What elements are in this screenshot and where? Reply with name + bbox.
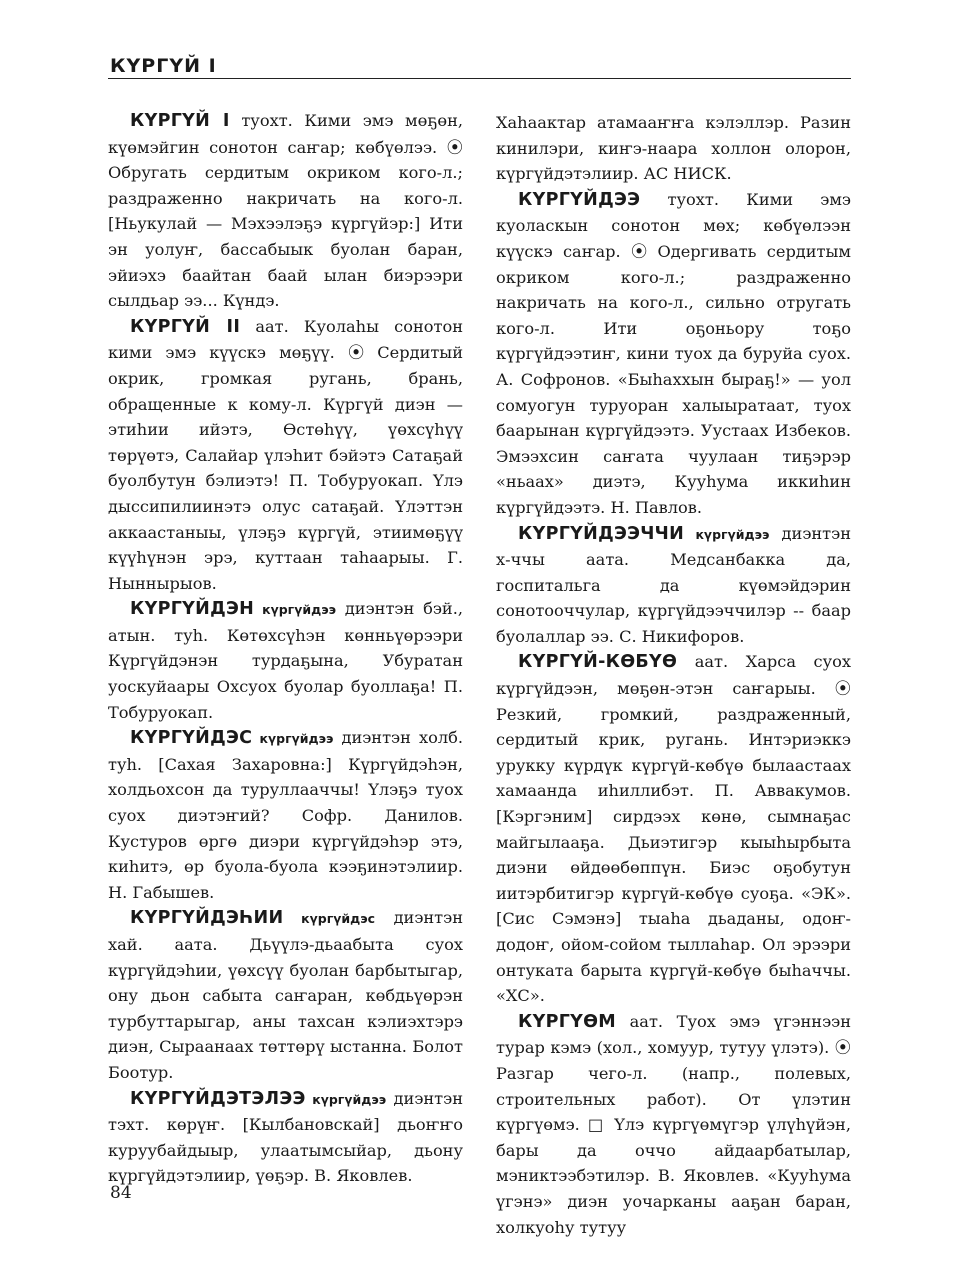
running-head: КҮРГҮЙ I	[110, 55, 217, 77]
page-number: 84	[110, 1183, 132, 1203]
cross-reference: күргүйдэс	[283, 911, 376, 927]
headword: КҮРГҮЙДЭҺИИ	[130, 908, 284, 929]
cross-reference: күргүйдээ	[684, 526, 770, 542]
cross-reference: күргүйдээ	[305, 1091, 387, 1107]
entry-body: диэнтэн хай. аата. Дьүүлэ-дьаабыта суох күргүйдэһии, үөхсүү буолан барбытыгар, ону дьон сабыта саҥаран, көбдьүөрэн турбуттарыгар, аны тахсан кэлиэхтэрэ диэн, Сыраанаах төттөрү ыстанна. Болот Боотур.	[108, 908, 463, 1082]
entry-kurguom	[496, 1009, 851, 1240]
headword: КҮРГҮЙ II	[130, 316, 241, 337]
headword: КҮРГҮЙ I	[130, 111, 230, 131]
entry-kurguydeechchi	[496, 521, 851, 650]
entry-kurguy-1	[108, 108, 463, 314]
entry-kurguy-2	[108, 314, 463, 597]
headword: КҮРГҮӨМ	[518, 1011, 617, 1032]
headword: КҮРГҮЙДЭЭЧЧИ	[518, 523, 685, 544]
headword: КҮРГҮЙДЭС	[130, 728, 253, 749]
entry-kurguyden	[108, 596, 463, 725]
headword: КҮРГҮЙДЭТЭЛЭЭ	[130, 1088, 306, 1109]
headword: КҮРГҮЙДЭЭ	[518, 189, 641, 210]
entry-kurguydehii	[108, 905, 463, 1085]
entry-body: диэнтэн х-ччы аата. Медсанбакка да, госпитальга да күөмэйдэрин сонотооччулар, күргүйдээччилэр -- баар буолаллар ээ. С. Никифоров.	[496, 523, 851, 646]
entry-body: Хаһаактар атамааҥҥа кэлэллэр. Разин кинилэри, киҥэ-наара холлон олорон, күргүйдэтэлиир. АС НИСК.	[496, 113, 851, 184]
headword: КҮРГҮЙ-КӨБҮӨ	[518, 652, 678, 673]
cross-reference: күргүйдээ	[254, 602, 337, 618]
entry-kurguydee	[496, 187, 851, 521]
entry-body: аат. Харса суох күргүйдээн, мөҕөн-этэн саҥарыы. ⦿ Резкий, громкий, раздраженный, сердитый крик, ругань. Интэриэккэ урукку күрдүк күргүй-көбүө былаастаах хамаанда иһиллибэт. П. Аввакумов. [Кэргэним] сирдээх көнө, сымнаҕас майгылааҕа. Дьиэтигэр кыыһырбыта диэни өйдөөбөппүн. Биэс оҕобутун иитэрбитигэр күргүй-көбүө суоҕа. «ЭК». [Сис Сэмэнэ] тыаһа дьаданы, одоҥ-додоҥ, ойом-сойом тыллаһар. Ол эрээри онтуката барыта күргүй-көбүө быһаччы. «ХС».	[496, 652, 851, 1006]
entry-body: туохт. Кими эмэ мөҕөн, күөмэйгин сонотон саҥар; көбүөлээ. ⦿ Обругать сердитым окриком кого-л.; раздраженно накричать на кого-л. [Ньукулай — Мэхээлэҕэ күргүйэр:] Ити эн уолуҥ, бассабыык буолан баран, эйиэхэ баайтан баай ылан биэрээри сылдьар ээ... Күндэ.	[108, 111, 463, 311]
entry-body: диэнтэн тэхт. көрүҥ. [Кылбановскай] дьоҥҥо куруубайдыыр, улаатымсыйар, дьону күргүйдэтэлиир, үөҕэр. В. Яковлев.	[108, 1088, 463, 1186]
entry-kurguydes	[108, 725, 463, 905]
entry-body: диэнтэн холб. туһ. [Сахая Захаровна:] Күргүйдэһэн, холдьохсон да туруллааччы! Үлэҕэ туох суох диэтэҥий? Софр. Данилов. Кустуров өргө диэри күргүйдэһэр этэ, киһитэ, өр буола-буола кээҕинэтэлиир. Н. Габышев.	[108, 728, 463, 902]
entry-continuation	[496, 110, 851, 187]
cross-reference: күргүйдээ	[252, 731, 334, 747]
header-rule	[108, 78, 851, 79]
left-column	[108, 108, 463, 1189]
right-column	[496, 110, 851, 1240]
entry-body: аат. Куолаһы сонотон кими эмэ күүскэ мөҕүү. ⦿ Сердитый окрик, громкая ругань, брань, обращенные к кому-л. Күргүй диэн — этиһии ийэтэ, Өстөһүү, үөхсүһүү төрүөтэ, Салайар үлэһит бэйэтэ Сатаҕай буолбутун бэлиэтэ! П. Тобуруокап. Үлэ дыссипилиинэтэ олус сатаҕай. Үлэттэн аккаастаныы, үлэҕэ күргүй, этиимөҕүү күүһүнэн эрэ, куттаан таһаарыы. Г. Ныннырыов.	[108, 316, 463, 593]
entry-kurguydeteleye	[108, 1086, 463, 1189]
entry-body: туохт. Кими эмэ куоласкын сонотон мөх; көбүөлээн күүскэ саҥар. ⦿ Одергивать сердитым окриком кого-л.; раздраженно накричать на кого-л., сильно отругать кого-л. Ити оҕоньору тоҕо күргүйдээтиҥ, кини туох да буруйа суох. А. Софронов. «Быһаххын быраҕ!» — уол сомуогун туруоран халыыратаат, туох баарынан күргүйдээтэ. Уустаах Избеков. Эмээхсин саҥата чуулаан тиҕэрэр «ньаах» диэтэ, Кууһума иккиһин күргүйдээтэ. Н. Павлов.	[496, 189, 851, 517]
entry-kurguy-kobuo	[496, 649, 851, 1008]
entry-body: диэнтэн бэй., атын. туһ. Көтөхсүһэн көнньүөрээри Күргүйдэнэн турдаҕына, Убуратан уоскуйаары Охсуох буолар буоллаҕа! П. Тобуруокап.	[108, 599, 463, 722]
entry-body: аат. Туох эмэ үгэннээн турар кэмэ (хол., хомуур, тутуу үлэтэ). ⦿ Разгар чего-л. (напр., полевых, строительных работ). От үлэтин күргүөмэ. □ Үлэ күргүөмүгэр үлүһүйэн, бары да оччо айдаарбатылар, мэниктээбэтилэр. В. Яковлев. «Кууһума үгэнэ» диэн уочарканы ааҕан баран, холкуоһу тутуу	[496, 1011, 851, 1237]
headword: КҮРГҮЙДЭН	[130, 599, 255, 620]
